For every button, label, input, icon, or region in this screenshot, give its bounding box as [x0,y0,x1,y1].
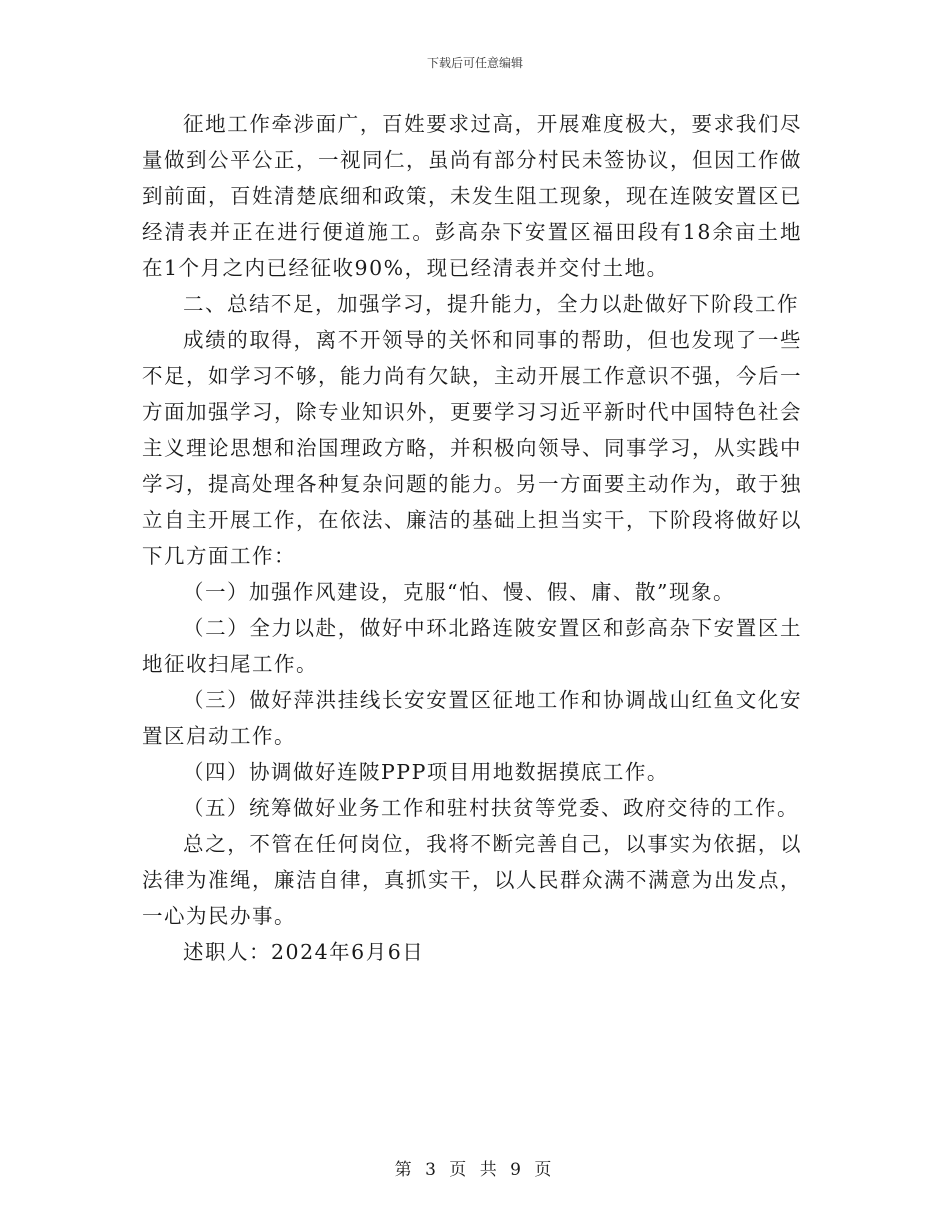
paragraph-shortcomings: 成绩的取得，离不开领导的关怀和同事的帮助，但也发现了一些不足，如学习不够，能力尚有欠缺，主动开展工作意识不强，今后一方面加强学习，除专业知识外，更要学习习近平新时代中国特色社会主义理论思想和治国理政方略，并积极向领导、同事学习，从实践中学习，提高处理各种复杂问题的能力。另一方面要主动作为，敢于独立自主开展工作，在依法、廉洁的基础上担当实干，下阶段将做好以下几方面工作： [142,328,802,568]
list-item-4: （四）协调做好连陂PPP项目用地数据摸底工作。 [183,760,669,784]
section-heading-two: 二、总结不足，加强学习，提升能力，全力以赴做好下阶段工作 [183,292,799,316]
page-header: 下载后可任意编辑 [426,56,523,70]
page-number: 第 3 页 共 9 页 [394,1160,556,1180]
list-item-2: （二）全力以赴，做好中环北路连陂安置区和彭高杂下安置区土地征收扫尾工作。 [142,616,802,676]
list-item-1: （一）加强作风建设，克服“怕、慢、假、庸、散”现象。 [183,580,735,604]
paragraph-conclusion: 总之，不管在任何岗位，我将不断完善自己，以事实为依据，以法律为准绳，廉洁自律，真抓实干，以人民群众满不满意为出发点，一心为民办事。 [142,832,802,928]
document-body [142,106,802,970]
list-item-3: （三）做好萍洪挂线长安安置区征地工作和协调战山红鱼文化安置区启动工作。 [142,688,802,748]
paragraph-land-acquisition: 征地工作牵涉面广，百姓要求过高，开展难度极大，要求我们尽量做到公平公正，一视同仁，虽尚有部分村民未签协议，但因工作做到前面，百姓清楚底细和政策，未发生阻工现象，现在连陂安置区已经清表并正在进行便道施工。彭高杂下安置区福田段有18余亩土地在1个月之内已经征收90%，现已经清表并交付土地。 [142,112,802,280]
list-item-5: （五）统筹做好业务工作和驻村扶贫等党委、政府交待的工作。 [183,796,799,820]
signature-date: 述职人：2024年6月6日 [183,940,425,964]
